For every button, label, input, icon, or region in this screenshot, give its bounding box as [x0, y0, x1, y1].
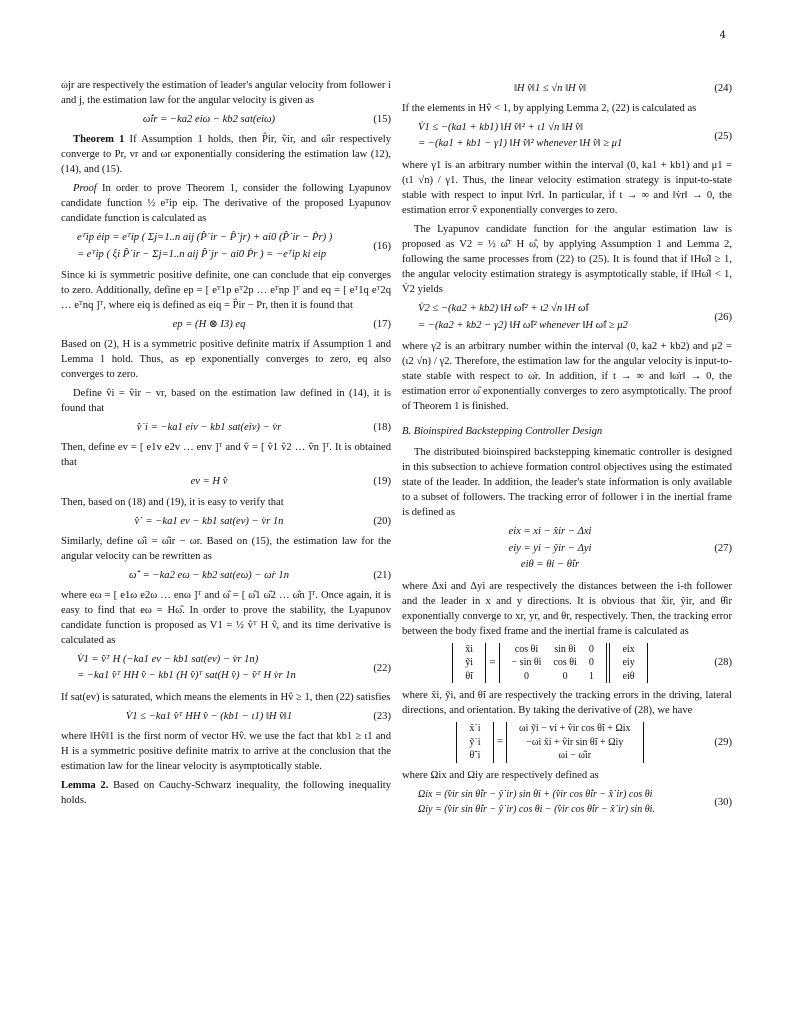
paragraph-if-saturated: If sat(ev) is saturated, which means the elements in Hv̂ ≥ 1, then (22) satisfies [61, 691, 391, 703]
equation-28-number: (28) [714, 657, 732, 669]
matrix-cell: x̃i [465, 643, 474, 655]
equation-20-body: v̂˙ = −ka1 ev − kb1 sat(ev) − v̇r 1n [134, 515, 284, 527]
equation-21-body: ω̂˙ = −ka2 eω − kb2 sat(eω) − ω̇r 1n [128, 569, 289, 581]
theorem-1 [61, 132, 391, 177]
paragraph-define: Define v̂i = v̂ir − vr, based on the estimation law defined in (14), it is found that [61, 388, 391, 415]
equals-sign: = [496, 736, 506, 748]
equation-29 [402, 722, 732, 763]
equation-25-line-2: = −(ka1 + kb1 − γ1) ‖H v̂‖² whenever ‖H v̂‖ ≥ μ1 [418, 138, 623, 150]
matrix-cell: θ̃˙i [469, 750, 481, 762]
equation-23-number: (23) [373, 710, 391, 722]
paragraph-gamma1: where γ1 is an arbitrary number within the interval (0, ka1 + kb1) and μ1 = (ι1 √n) / γ1. Thus, the linear velocity estimation strategy is input-to-state stable with respect to input ‖v̇r‖. In particular, if t → ∞ and ‖v̇r‖ → 0, the estimation error v̂ exponentially converges to zero. [402, 159, 732, 216]
equation-22 [61, 652, 391, 685]
matrix-cell: ỹ˙i [469, 736, 481, 748]
equation-22-body [61, 652, 357, 685]
equation-16-body [61, 230, 357, 263]
equation-18-number: (18) [373, 422, 391, 434]
lemma-2 [61, 778, 391, 808]
right-column [402, 78, 732, 823]
matrix-cell: x̃˙i [469, 723, 481, 735]
equation-28-rhs-vector [609, 643, 647, 684]
equation-23 [61, 709, 391, 724]
equation-15 [61, 112, 391, 127]
equation-21 [61, 568, 391, 583]
paragraph-where-omega: where eω = [ e1ω e2ω … enω ]ᵀ and ω̂ = [ ω̂1 ω̂2 … ω̂n ]ᵀ. Once again, it is easy to find that eω = Hω̂. In order to prove the stability, the Lyapunov candidate function is proposed as V1 = ½ v̂ᵀ H v̂, and its time derivative is calculated as [61, 589, 391, 646]
paragraph-lyapunov-angular: The Lyapunov candidate function for the angular estimation law is proposed as V2 = ½ ω̂ᵀ H ω̂, by applying Assumption 1 and Lemma 2, following the same processes from (22) to (25). It is found that if ‖Hω̂‖ ≥ 1, the angular velocity estimation strategy is asymptotically stable, if ‖Hω̂‖ < 1, V̇2 yields [402, 224, 732, 296]
equation-26-line-2: = −(ka2 + kb2 − γ2) ‖H ω̂‖² whenever ‖H ω̂‖ ≥ μ2 [418, 319, 628, 331]
equation-28 [402, 643, 732, 684]
equation-16-number: (16) [373, 241, 391, 253]
matrix-cell: −ωi x̃i + v̂ir sin θ̃i + Ωiy [526, 736, 624, 748]
equation-19-number: (19) [373, 476, 391, 488]
matrix-cell: ỹi [465, 657, 474, 669]
equation-30-body [402, 787, 698, 818]
equation-25-number: (25) [714, 130, 732, 142]
equation-30-line-1: Ωix = (v̂ir sin θ̂ir − ŷ˙ir) sin θi + (v̂ir cos θ̂ir − x̂˙ir) cos θi [418, 788, 653, 800]
equation-15-number: (15) [373, 114, 391, 126]
equals-sign: = [488, 657, 499, 669]
equation-26-body [402, 301, 698, 334]
equation-30-line-2: Ωiy = (v̂ir sin θ̂ir − ŷ˙ir) cos θi − (v̂ir cos θ̂ir − x̂˙ir) sin θi. [418, 804, 655, 816]
equation-20 [61, 514, 391, 529]
equation-22-number: (22) [373, 662, 391, 674]
matrix-cell: cos θi [514, 643, 539, 655]
equation-27-line-3: eiθ = θi − θ̂ir [520, 559, 580, 571]
equation-18-body: v̂˙i = −ka1 eiv − kb1 sat(eiv) − v̇r [136, 422, 282, 434]
lemma-label: Lemma 2. [61, 779, 109, 791]
matrix-cell: 0 [588, 657, 594, 669]
equation-25-line-1: V̇1 ≤ −(ka1 + kb1) ‖H v̂‖² + ι1 √n ‖H v̂‖ [418, 122, 583, 134]
equation-18 [61, 420, 391, 435]
paragraph-omega-defs: where Ωix and Ωiy are respectively defined as [402, 769, 599, 781]
equation-16 [61, 230, 391, 263]
equation-19 [61, 474, 391, 489]
equation-28-body [402, 643, 698, 684]
matrix-cell: ωi − ω̂ir [558, 750, 592, 762]
paragraph-based: Based on (2), H is a symmetric positive definite matrix if Assumption 1 and Lemma 1 hold. Thus, as ep exponentially converges to zero, eq also converges to zero. [61, 339, 391, 381]
paragraph-if-elements: If the elements in Hv̂ < 1, by applying Lemma 2, (22) is calculated as [402, 103, 697, 115]
lemma-text: Based on Cauchy-Schwarz inequality, the following inequality holds. [61, 779, 392, 806]
equation-26-number: (26) [714, 312, 732, 324]
equation-17-number: (17) [373, 319, 391, 331]
matrix-cell: eiy [622, 657, 635, 669]
matrix-cell: eix [622, 643, 635, 655]
paragraph-similarly: Similarly, define ω̂i = ω̂ir − ωr. Based on (15), the estimation law for the angular velocity can be rewritten as [61, 535, 391, 562]
equation-30-number: (30) [714, 796, 732, 808]
matrix-cell: 0 [523, 670, 529, 682]
equation-17-body: ep = (H ⊗ I3) eq [172, 319, 246, 331]
equation-26-line-1: V̇2 ≤ −(ka2 + kb2) ‖H ω̂‖² + ι2 √n ‖H ω̂‖ [418, 303, 589, 315]
left-column [61, 78, 391, 812]
proof-label: Proof [73, 183, 97, 195]
equation-29-number: (29) [714, 736, 732, 748]
matrix-cell: − sin θi [511, 657, 542, 669]
matrix-cell: 0 [588, 643, 594, 655]
paragraph-then-define: Then, define ev = [ e1v e2v … env ]ᵀ and v̂ = [ v̂1 v̂2 … v̂n ]ᵀ. It is obtained that [61, 442, 391, 469]
equation-24 [402, 81, 732, 96]
equation-27-line-1: eix = xi − x̂ir − Δxi [508, 526, 592, 538]
equation-27 [402, 524, 732, 573]
matrix-cell: θ̃i [465, 670, 473, 682]
equation-23-body: V̇1 ≤ −ka1 v̂ᵀ HH v̂ − (kb1 − ι1) ‖H v̂‖1 [125, 710, 293, 722]
equation-28-lhs-vector [452, 643, 486, 684]
equation-24-number: (24) [714, 83, 732, 94]
equation-29-body [402, 722, 698, 763]
paragraph-first-norm: where ‖Hv̂‖1 is the first norm of vector Hv̂. we use the fact that kb1 ≥ ι1 and H is a symmetric positive definite matrix to arrive at the conclusion that the estimation law for the linear velocity is asymptotically stable. [61, 730, 391, 772]
matrix-cell: sin θi [554, 643, 576, 655]
equation-25 [402, 120, 732, 153]
equation-15-body: ω̂ir = −ka2 eiω − kb2 sat(eiω) [142, 114, 276, 126]
proof-paragraph [61, 181, 391, 226]
paragraph-intro: ωjr are respectively the estimation of leader's angular velocity from follower i and j, the estimation law for the angular velocity is given as [61, 80, 391, 107]
equation-29-lhs-vector [456, 722, 493, 763]
paragraph-tracking: where x̃i, ỹi, and θ̃i are respectively the tracking errors in the driving, lateral directions, and orientation. By taking the derivative of (28), we have [402, 690, 732, 717]
theorem-label: Theorem 1 [73, 134, 125, 146]
equation-19-body: ev = H v̂ [190, 476, 228, 488]
equation-28-rotation-matrix [499, 643, 607, 684]
equation-25-body [402, 120, 698, 153]
equation-16-line-1: eᵀip ėip = eᵀip ( Σj=1..n aij (P̂˙ir − P̂˙jr) + ai0 (P̂˙ir − Ṗr) ) [77, 232, 333, 244]
equation-27-body [402, 524, 698, 573]
page-number: 4 [719, 30, 726, 41]
paragraph-gamma2: where γ2 is an arbitrary number within the interval (0, ka2 + kb2) and μ2 = (ι2 √n) / γ2. Therefore, the estimation law for the angular velocity is input-to-state stable with respect to ω̇r. In addition, if t → ∞ and ‖ω̇r‖ → 0, the estimation error ω̂ exponentially converges to zero asymptotically. The proof of Theorem 1 is finished. [402, 340, 732, 413]
matrix-cell: 1 [588, 670, 594, 682]
theorem-text: If Assumption 1 holds, then P̂ir, v̂ir, and ω̂ir respectively converge to Pr, vr and ωr exponentially considering the estimation law (12), (14), and (15). [61, 134, 391, 176]
paragraph-then-based: Then, based on (18) and (19), it is easy to verify that [61, 496, 284, 508]
equation-17 [61, 317, 391, 332]
paragraph-delta: where Δxi and Δyi are respectively the distances between the i-th follower and the leader in x and y directions. It is obvious that x̂ir, ŷir, and θ̂ir exponentially converge to xr, yr, and θr, respectively. Then, the tracking error between the body fixed frame and the inertial frame is calculated as [402, 580, 732, 637]
equation-21-number: (21) [373, 569, 391, 581]
paragraph-since: Since ki is symmetric positive definite, one can conclude that eip converges to zero. Additionally, define ep = [ eᵀ1p eᵀ2p … eᵀnp ]ᵀ and eq = [ eᵀ1q eᵀ2q … eᵀnq ]ᵀ, where eiq is defined as eiq = P̂ir − Pr, then it is found that [61, 270, 391, 312]
proof-text: In order to prove Theorem 1, consider the following Lyapunov candidate function ½ eᵀip eip. The derivative of the proposed Lyapunov candidate function is calculated as [61, 183, 391, 225]
matrix-cell: ωi ỹi − vi + v̂ir cos θ̃i + Ωix [519, 723, 631, 735]
equation-30 [402, 787, 732, 818]
section-heading-b: B. Bioinspired Backstepping Controller Design [402, 426, 603, 438]
equation-29-rhs-vector [506, 722, 644, 763]
equation-22-line-2: = −ka1 v̂ᵀ HH v̂ − kb1 (H v̂)ᵀ sat(H v̂) − v̂ᵀ H v̇r 1n [77, 670, 296, 682]
matrix-cell: eiθ [622, 670, 635, 682]
matrix-cell: cos θi [553, 657, 577, 669]
equation-16-line-2: = eᵀip ( ξi P̂˙ir − Σj=1..n aij P̂˙jr − ai0 Ṗr ) = −eᵀip ki eip [77, 248, 327, 260]
equation-26 [402, 301, 732, 334]
equation-20-number: (20) [373, 515, 391, 527]
equation-27-number: (27) [714, 543, 732, 555]
equation-27-line-2: eiy = yi − ŷir − Δyi [508, 542, 592, 554]
paragraph-distributed: The distributed bioinspired backstepping kinematic controller is designed in this subsection to achieve formation control objectives using the estimated state of the leader. In addition, the leader's state information is only available to a subset of followers. The tracking error of follower i in the inertial frame is defined as [402, 447, 732, 519]
equation-22-line-1: V̇1 = v̂ᵀ H (−ka1 ev − kb1 sat(ev) − v̇r 1n) [77, 653, 259, 665]
matrix-cell: 0 [562, 670, 568, 682]
equation-24-body: ‖H v̂‖1 ≤ √n ‖H v̂‖ [513, 83, 587, 94]
